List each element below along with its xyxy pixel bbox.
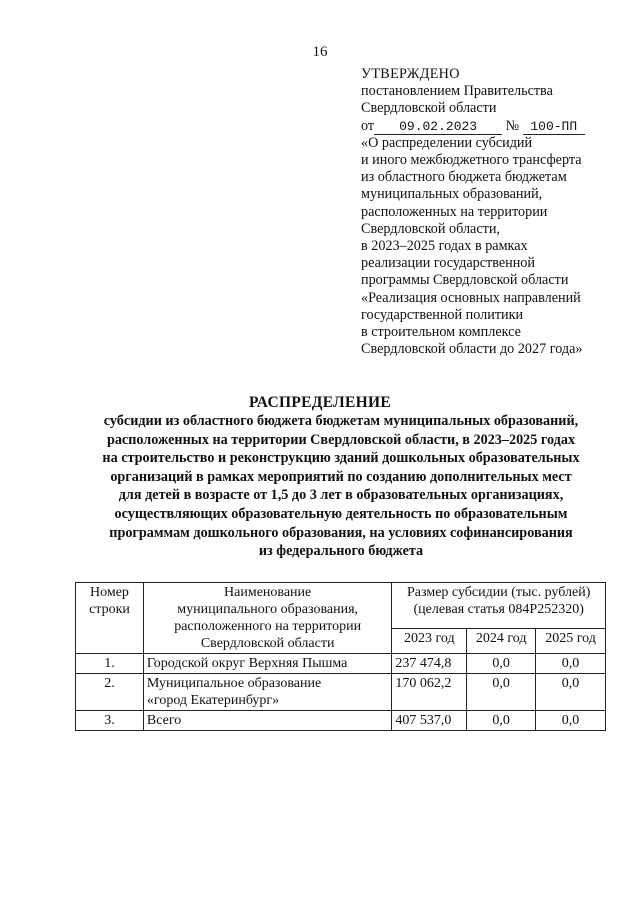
row-value-2023: 237 474,8 — [392, 654, 467, 674]
from-label: от — [361, 117, 375, 134]
row-value-2025: 0,0 — [536, 654, 606, 674]
subtitle-line-2: расположенных на территории Свердловской области, в 2023–2025 годах — [106, 431, 576, 448]
approval-title-line-12: в строительном комплексе — [361, 324, 521, 341]
row-name: Городской округ Верхняя Пышма — [143, 654, 391, 674]
approval-title-line-4: муниципальных образований, — [361, 186, 543, 203]
approval-title-line-1: «О распределении субсидий — [361, 134, 533, 151]
subtitle-line-7: программам дошкольного образования, на условиях софинансирования — [109, 524, 573, 541]
approval-title-line-10: «Реализация основных направлений — [361, 289, 581, 306]
page-number: 16 — [312, 44, 328, 60]
approval-title-line-3: из областного бюджета бюджетам — [361, 169, 567, 186]
row-value-2024: 0,0 — [467, 654, 536, 674]
table-row — [76, 654, 606, 674]
row-value-2023: 170 062,2 — [392, 674, 467, 711]
approval-title-line-9: программы Свердловской области — [361, 272, 569, 289]
table-row — [76, 711, 606, 731]
row-value-2025: 0,0 — [536, 711, 606, 731]
approval-title-line-13: Свердловской области до 2027 года» — [361, 341, 583, 358]
approval-heading: УТВЕРЖДЕНО — [361, 66, 460, 82]
row-name: Муниципальное образование «город Екатеринбург» — [143, 674, 391, 711]
row-number: 3. — [76, 711, 144, 731]
row-value-2025: 0,0 — [536, 674, 606, 711]
header-name: Наименование муниципального образования, расположенного на территории Свердловской области — [143, 583, 391, 654]
header-year-2023: 2023 год — [392, 629, 467, 654]
approval-date-line — [361, 118, 631, 135]
approval-title-line-2: и иного межбюджетного трансферта — [361, 152, 582, 169]
approval-title-line-5: расположенных на территории — [361, 203, 548, 220]
row-value-2024: 0,0 — [467, 674, 536, 711]
subtitle-line-3: на строительство и реконструкцию зданий дошкольных образовательных — [102, 450, 580, 467]
row-number: 2. — [76, 674, 144, 711]
subtitle-line-6: осуществляющих образовательную деятельность по образовательным — [114, 505, 568, 522]
approval-line-1: постановлением Правительства — [361, 83, 553, 100]
approval-line-2: Свердловской области — [361, 100, 497, 117]
header-amount: Размер субсидии (тыс. рублей) (целевая статья 084P252320) — [392, 583, 606, 629]
table-header-row — [76, 583, 606, 629]
approval-title-line-7: в 2023–2025 годах в рамках — [361, 238, 528, 255]
header-year-2025: 2025 год — [536, 629, 606, 654]
header-number: Номер строки — [76, 583, 144, 654]
subtitle-line-5: для детей в возрасте от 1,5 до 3 лет в образовательных организациях, — [118, 487, 564, 504]
header-year-2024: 2024 год — [467, 629, 536, 654]
row-name: Всего — [143, 711, 391, 731]
approval-title-line-6: Свердловской области, — [361, 220, 500, 237]
distribution-subtitle — [70, 412, 612, 561]
table-row — [76, 674, 606, 711]
approval-number: 100-ПП — [523, 120, 585, 135]
approval-title-line-8: реализации государственной — [361, 255, 535, 272]
approval-title-line-11: государственной политики — [361, 306, 524, 323]
approval-date: 09.02.2023 — [374, 120, 502, 135]
row-number: 1. — [76, 654, 144, 674]
number-label: № — [505, 117, 520, 134]
subtitle-line-1: субсидии из областного бюджета бюджетам муниципальных образований, — [103, 413, 579, 429]
subtitle-line-8: из федерального бюджета — [258, 543, 424, 560]
approval-block — [361, 66, 631, 358]
distribution-title: РАСПРЕДЕЛЕНИЕ — [249, 394, 391, 411]
row-value-2024: 0,0 — [467, 711, 536, 731]
row-value-2023: 407 537,0 — [392, 711, 467, 731]
subsidy-table — [75, 582, 606, 731]
subtitle-line-4: организаций в рамках мероприятий по созданию дополнительных мест — [110, 468, 572, 485]
